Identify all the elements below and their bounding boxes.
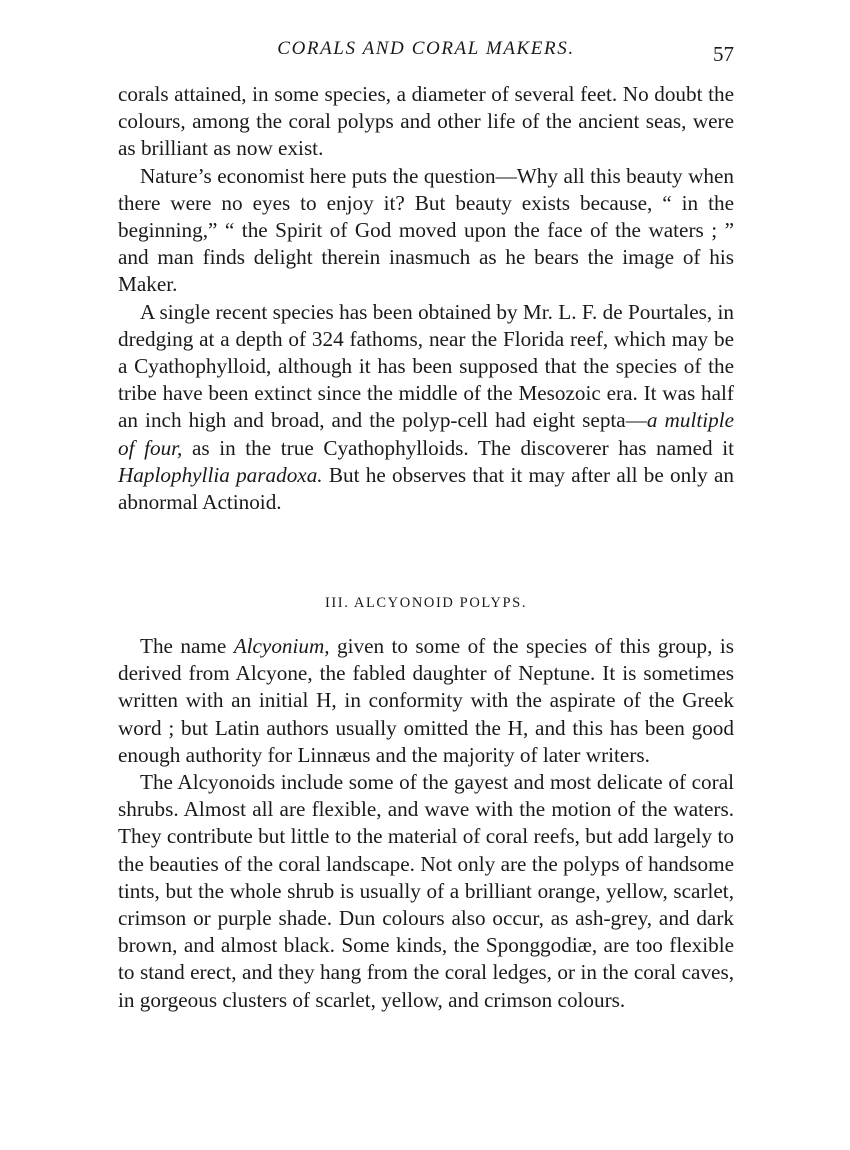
italic-phrase-multiple-of-four: a multiple of four, <box>118 408 734 460</box>
text-run: as in the true Cyathophylloids. The discoverer has named it <box>182 435 734 460</box>
text-run: A single recent species has been obtained by Mr. L. F. de Pourtales, in dredging at a depth of 324 fathoms, near the Florida reef, which may be a Cyathophylloid, although it has been supposed that the species of the tribe have been extinct since the middle of the Mesozoic era. It was half an inch high and broad, and the polyp-cell had eight septa— <box>118 299 734 433</box>
paragraph-single-recent-species <box>118 299 734 517</box>
text-run: But he observes that it may after all be only an abnormal Actinoid. <box>118 462 734 515</box>
text-block-alcyonoid <box>118 633 734 1014</box>
paragraph-corals-attained: corals attained, in some species, a diameter of several feet. No doubt the colours, among the coral polyps and other life of the ancient seas, were as brilliant as now exist. <box>118 82 734 161</box>
paragraph-name-alcyonium <box>118 633 734 769</box>
page-number: 57 <box>713 42 734 66</box>
paragraph-alcyonoids-include: The Alcyonoids include some of the gayest and most delicate of coral shrubs. Almost all are flexible, and wave with the motion of the waters. They contribute but little to the material of coral reefs, but add largely to the beauties of the coral landscape. Not only are the polyps of handsome tints, but the whole shrub is usually of a brilliant orange, yellow, scarlet, crimson or purple shade. Dun colours also occur, as ash-grey, and dark brown, and almost black. Some kinds, the Sponggodiæ, are too flexible to stand erect, and they hang from the coral ledges, or in the coral caves, in gorgeous clusters of scarlet, yellow, and crimson colours. <box>118 770 734 1012</box>
running-head <box>118 34 734 74</box>
paragraph-natures-economist: Nature’s economist here puts the question—Why all this beauty when there were no eyes to enjoy it? But beauty exists because, “ in the beginning,” “ the Spirit of God moved upon the face of the waters ; ” and man finds delight therein inasmuch as he bears the image of his Maker. <box>118 163 734 297</box>
text-block-cyathophylloids <box>118 81 734 516</box>
italic-species-name: Haplophyllia paradoxa. <box>118 462 323 487</box>
section-heading: III. ALCYONOID POLYPS. <box>324 595 528 611</box>
italic-genus-name: Alcyonium, <box>233 634 330 658</box>
text-run: The name <box>140 634 234 658</box>
text-run: given to some of the species of this group, is derived from Alcyone, the fabled daughter of Neptune. It is sometimes written with an initial H, in conformity with the aspirate of the Greek word ; but Latin authors usually omitted the H, and this has been good enough authority for Linnæus and the majority of later writers. <box>118 634 734 767</box>
running-title: CORALS AND CORAL MAKERS. <box>277 38 575 59</box>
